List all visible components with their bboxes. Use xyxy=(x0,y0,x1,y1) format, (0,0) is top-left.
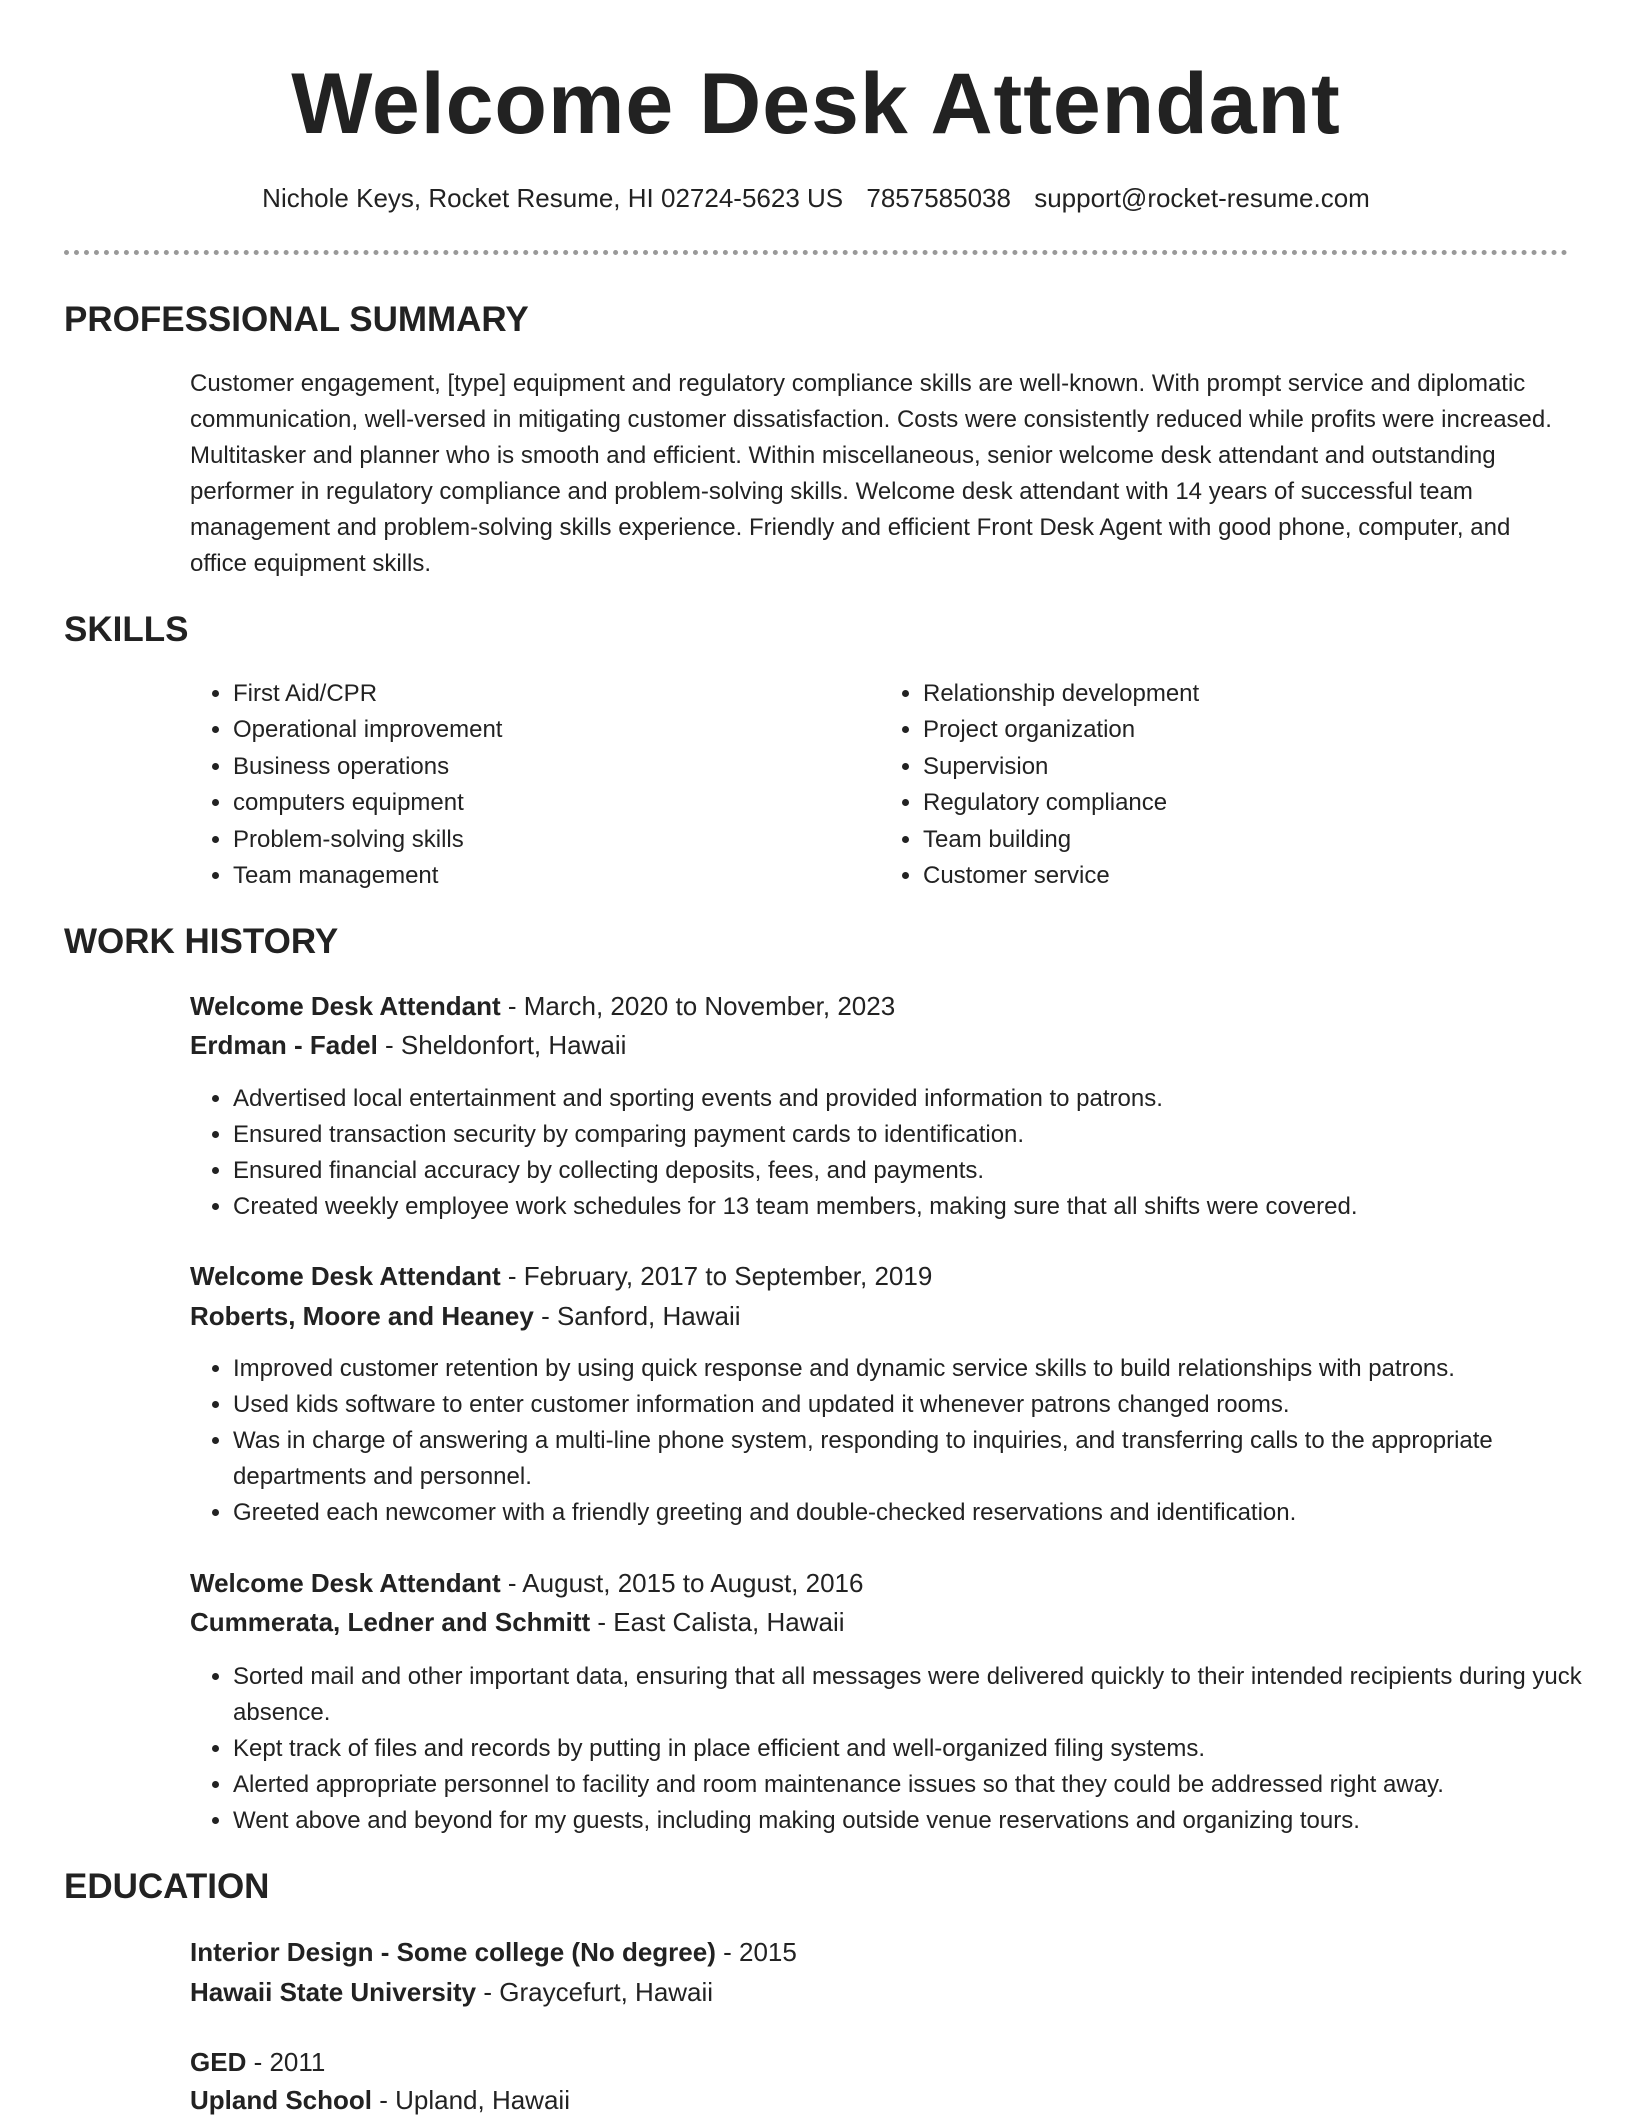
summary-text: Customer engagement, [type] equipment and regulatory compliance skills are well-known. With prompt service and diplomatic communication, well-versed in mitigating customer dissatisfaction. Costs were consistently reduced while profits were increased. Multitasker and planner who is smooth and efficient. Within miscellaneous, senior welcome desk attendant and outstanding performer in regulatory compliance and problem-solving skills. Welcome desk attendant with 14 years of successful team management and problem-solving skills experience. Friendly and efficient Front Desk Agent with good phone, computer, and office equipment skills. xyxy=(190,370,1552,577)
job-title: Welcome Desk Attendant xyxy=(190,1261,501,1291)
job-bullet: • Used kids software to enter customer information and updated it whenever patrons changed rooms. xyxy=(233,1387,1613,1423)
education-year: - 2011 xyxy=(246,2047,326,2077)
skill-item: • Supervision xyxy=(923,749,1570,785)
job-bullet: • Improved customer retention by using quick response and dynamic service skills to build relationships with patrons. xyxy=(233,1351,1613,1387)
job-company: Cummerata, Ledner and Schmitt xyxy=(190,1607,591,1637)
job-bullets xyxy=(190,1081,1613,1225)
job-dates: - March, 2020 to November, 2023 xyxy=(500,991,896,1021)
contact-line xyxy=(0,180,1632,216)
education-location: - Graycefurt, Hawaii xyxy=(476,1977,714,2007)
job-title-line xyxy=(190,988,895,1024)
job-bullet: • Went above and beyond for my guests, including making outside venue reservations and organizing tours. xyxy=(233,1803,1613,1839)
job-bullet: • Alerted appropriate personnel to facility and room maintenance issues so that they could be addressed right away. xyxy=(233,1767,1613,1803)
job-company-line xyxy=(190,1604,845,1640)
job-company-line xyxy=(190,1298,741,1334)
job-company: Roberts, Moore and Heaney xyxy=(190,1301,534,1331)
skill-item: • Team building xyxy=(923,822,1570,858)
resume-title: Welcome Desk Attendant xyxy=(291,56,1341,152)
job-bullets xyxy=(190,1659,1613,1839)
skill-item: • Team management xyxy=(233,858,880,894)
skills-column-right xyxy=(880,676,1570,894)
job-bullet: • Advertised local entertainment and sporting events and provided information to patrons. xyxy=(233,1081,1613,1117)
education-school-line xyxy=(190,2082,570,2118)
skills-column-left xyxy=(190,676,880,894)
education-degree: GED xyxy=(190,2047,247,2077)
summary-heading: PROFESSIONAL SUMMARY xyxy=(64,300,529,339)
job-title: Welcome Desk Attendant xyxy=(190,1568,501,1598)
job-bullet: • Sorted mail and other important data, ensuring that all messages were delivered quickly to their intended recipients during yuck absence. xyxy=(233,1659,1613,1731)
skill-item: • First Aid/CPR xyxy=(233,676,880,712)
education-year: - 2015 xyxy=(715,1937,797,1967)
job-location: - Sheldonfort, Hawaii xyxy=(377,1030,627,1060)
contact-phone: 7857585038 xyxy=(866,183,1011,213)
skill-item: • computers equipment xyxy=(233,785,880,821)
job-dates: - August, 2015 to August, 2016 xyxy=(500,1568,864,1598)
skill-item: • Regulatory compliance xyxy=(923,785,1570,821)
education-location: - Upland, Hawaii xyxy=(372,2085,570,2115)
education-degree-line xyxy=(190,1934,797,1970)
job-bullet: • Created weekly employee work schedules for 13 team members, making sure that all shifts were covered. xyxy=(233,1189,1613,1225)
skills-list xyxy=(190,676,1570,894)
job-title-line xyxy=(190,1258,932,1294)
skill-item: • Project organization xyxy=(923,712,1570,748)
job-bullet: • Kept track of files and records by putting in place efficient and well-organized filing systems. xyxy=(233,1731,1613,1767)
skill-item: • Business operations xyxy=(233,749,880,785)
job-bullets xyxy=(190,1351,1613,1531)
job-location: - Sanford, Hawaii xyxy=(533,1301,741,1331)
education-school-line xyxy=(190,1974,713,2010)
job-location: - East Calista, Hawaii xyxy=(590,1607,845,1637)
job-dates: - February, 2017 to September, 2019 xyxy=(500,1261,933,1291)
contact-email: support@rocket-resume.com xyxy=(1034,183,1370,213)
education-degree-line xyxy=(190,2044,325,2080)
job-title: Welcome Desk Attendant xyxy=(190,991,501,1021)
skill-item: • Relationship development xyxy=(923,676,1570,712)
header-divider xyxy=(64,250,1568,255)
job-bullet: • Was in charge of answering a multi-line phone system, responding to inquiries, and transferring calls to the appropriate departments and personnel. xyxy=(233,1423,1613,1495)
education-school: Hawaii State University xyxy=(190,1977,477,2007)
job-company-line xyxy=(190,1027,626,1063)
job-bullet: • Ensured financial accuracy by collecting deposits, fees, and payments. xyxy=(233,1153,1613,1189)
education-school: Upland School xyxy=(190,2085,372,2115)
job-company: Erdman - Fadel xyxy=(190,1030,378,1060)
work-history-heading: WORK HISTORY xyxy=(64,922,339,961)
skill-item: • Problem-solving skills xyxy=(233,822,880,858)
job-bullet: • Ensured transaction security by comparing payment cards to identification. xyxy=(233,1117,1613,1153)
skill-item: • Operational improvement xyxy=(233,712,880,748)
skills-heading: SKILLS xyxy=(64,610,189,649)
contact-address: Nichole Keys, Rocket Resume, HI 02724-5623 US xyxy=(262,183,844,213)
skill-item: • Customer service xyxy=(923,858,1570,894)
education-heading: EDUCATION xyxy=(64,1867,270,1906)
education-degree: Interior Design - Some college (No degree) xyxy=(190,1937,716,1967)
job-bullet: • Greeted each newcomer with a friendly greeting and double-checked reservations and identification. xyxy=(233,1495,1613,1531)
job-title-line xyxy=(190,1565,863,1601)
